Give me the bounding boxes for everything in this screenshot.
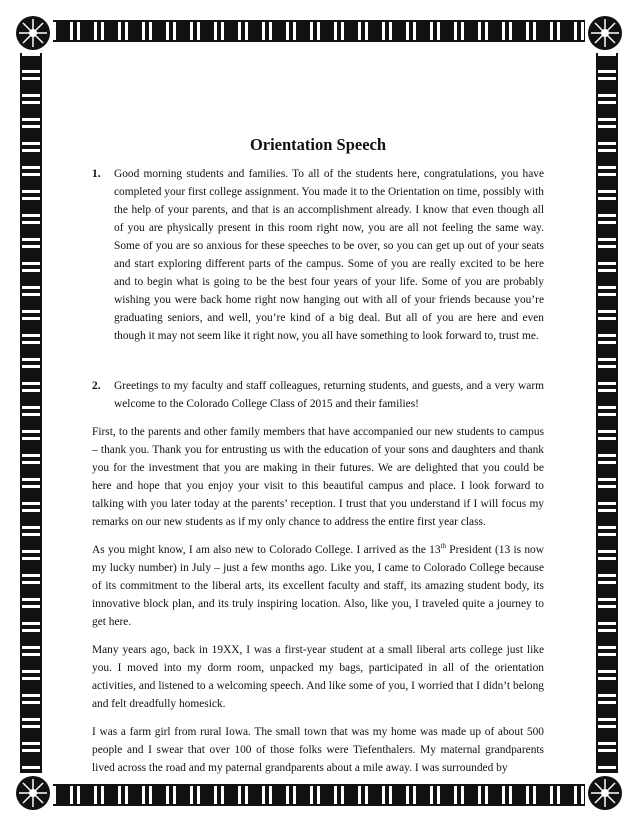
corner-ornament-icon xyxy=(585,773,625,813)
numbered-section-1 xyxy=(92,165,544,345)
paragraph-text: President (13 is now my lucky number) in July – just a few months ago. Like you, I came to Colorado College because of its commitment to the liberal arts, its excellent faculty and staff, its amazing student body, its innovative block plan, and its truly inspiring location. Also, like you, I traveled quite a journey to get here. xyxy=(92,544,544,628)
decorative-border-right xyxy=(596,30,618,796)
decorative-border-left xyxy=(20,30,42,796)
section-number: 2. xyxy=(92,380,101,392)
section-text: Good morning students and families. To all of the students here, congratulations, you have completed your first college assignment. You made it to the Orientation on time, possibly with the help of your parents, and that is an accomplishment already. I know that even though all of you are physically present in this room right now, you are all not feeling the same way. Some of you are so anxious for these speeches to be over, so you can get up out of your seats and start exploring different parts of the campus. Some of you are really excited to be here and to begin what is going to be the best four years of your life. Some of you are probably wishing you were back home right now hanging out with all of your friends because you’re graduating seniors, and well, you’re kind of a big deal. But all of you are here and even though it may not seem like it right now, you all have something to look forward to, trust me. xyxy=(114,168,544,342)
paragraph xyxy=(92,541,544,631)
numbered-section-2 xyxy=(92,377,544,413)
page-title: Orientation Speech xyxy=(249,135,387,154)
paragraph: I was a farm girl from rural Iowa. The small town that was my home was made up of about 500 people and I swear that over 100 of those folks were Tiefenthalers. My maternal grandparents lived across the road and my paternal grandparents about a mile away. I was surrounded by xyxy=(92,726,544,774)
document-body xyxy=(92,135,544,787)
decorative-border-bottom xyxy=(30,784,608,806)
section-number: 1. xyxy=(92,168,101,180)
decorative-border-top xyxy=(30,20,608,42)
paragraph: First, to the parents and other family members that have accompanied our new students to campus – thank you. Thank you for entrusting us with the education of your sons and daughters and thank you for the investment that you are making in their futures. We are delighted that you could be here and hope that you enjoy your visit to this beautiful campus and place. I look forward to talking with you later today at the parents’ reception. I trust that you understand if I will focus my remarks on our new students as if my only chance to address the entire first year class. xyxy=(92,426,544,528)
paragraph: Many years ago, back in 19XX, I was a first-year student at a small liberal arts college just like you. I moved into my dorm room, unpacked my bags, participated in all of the orientation activities, and listened to a welcoming speech. And like some of you, I worried that I didn’t belong and felt dreadfully homesick. xyxy=(92,644,544,710)
corner-ornament-icon xyxy=(585,13,625,53)
corner-ornament-icon xyxy=(13,13,53,53)
superscript: th xyxy=(440,542,447,551)
section-text: Greetings to my faculty and staff colleagues, returning students, and guests, and a very warm welcome to the Colorado College Class of 2015 and their families! xyxy=(114,380,544,410)
paragraph-text: As you might know, I am also new to Colorado College. I arrived as the 13 xyxy=(92,544,441,556)
corner-ornament-icon xyxy=(13,773,53,813)
